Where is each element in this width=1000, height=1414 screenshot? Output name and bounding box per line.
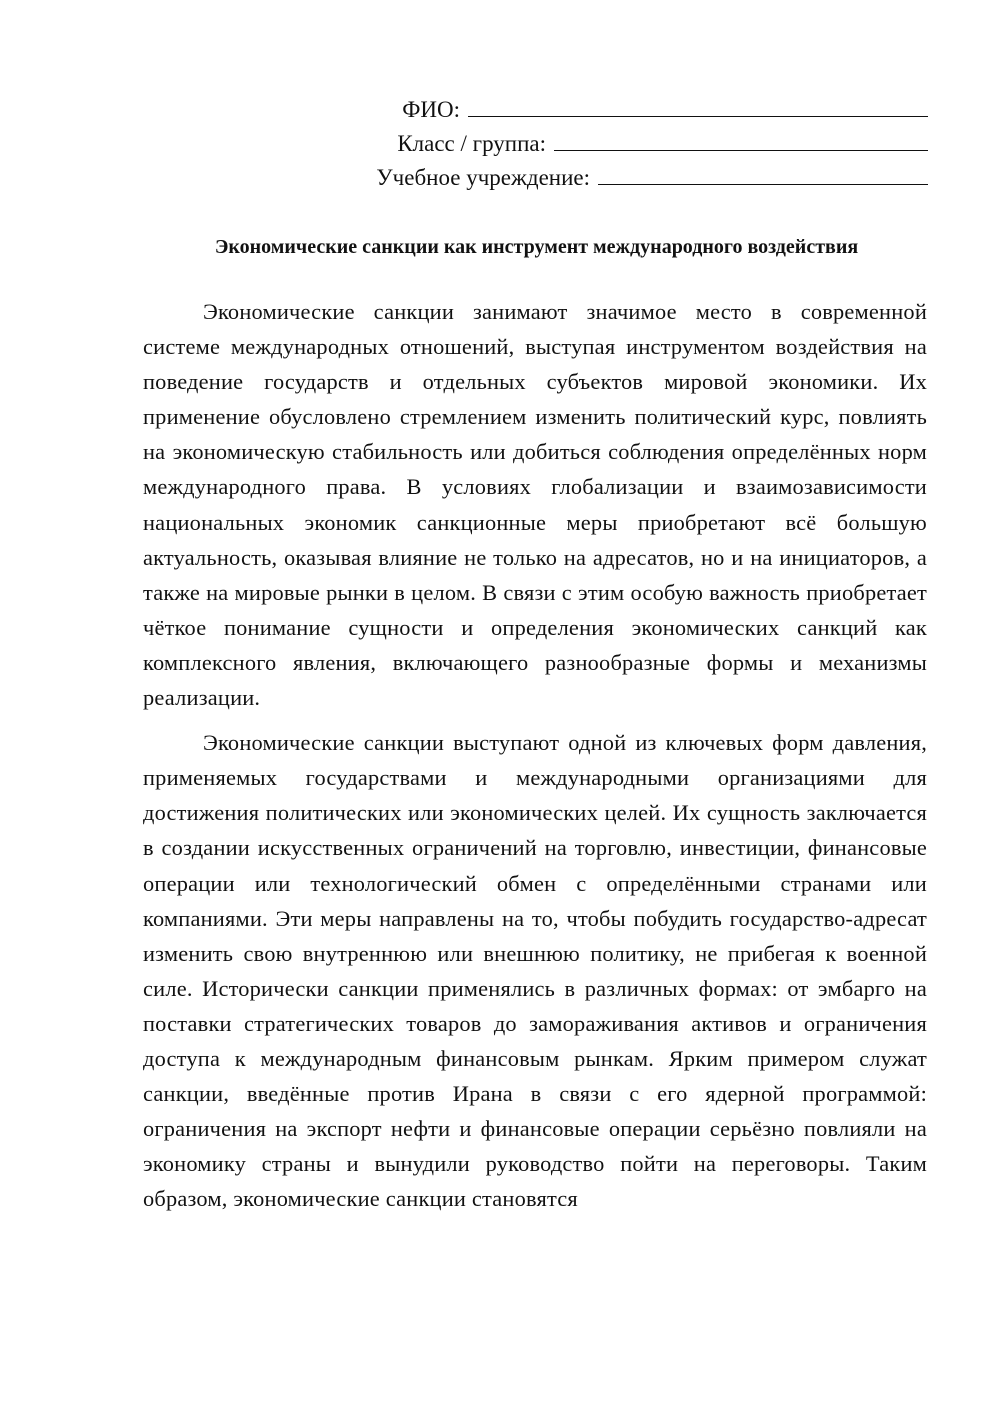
class-line xyxy=(328,127,928,161)
school-label: Учебное учреждение: xyxy=(376,165,590,190)
paragraph: Экономические санкции занимают значимое место в современной системе международных отношений, выступая инструментом воздействия на поведение государств и отдельных субъектов мировой экономики. Их применение обусловлено стремлением изменить политический курс, повлиять на экономическую стабильность или добиться соблюдения определённых норм международного права. В условиях глобализации и взаимозависимости национальных экономик санкционные меры приобретают всё большую актуальность, оказывая влияние не только на адресатов, но и на инициаторов, а также на мировые рынки в целом. В связи с этим особую важность приобретает чёткое понимание сущности и определения экономических санкций как комплексного явления, включающего разнообразные формы и механизмы реализации. xyxy=(143,299,927,711)
school-line xyxy=(328,161,928,195)
fio-blank-field[interactable] xyxy=(468,96,928,117)
document-body xyxy=(143,294,927,1216)
school-blank-field[interactable] xyxy=(598,164,928,185)
document-title: Экономические санкции как инструмент международного воздействия xyxy=(214,236,859,258)
student-info-header xyxy=(328,93,928,195)
class-label: Класс / группа: xyxy=(397,131,546,156)
fio-label: ФИО: xyxy=(402,97,460,122)
paragraph: Экономические санкции выступают одной из ключевых форм давления, применяемых государствами и международными организациями для достижения политических или экономических целей. Их сущность заключается в создании искусственных ограничений на торговлю, инвестиции, финансовые операции или технологический обмен с определёнными странами или компаниями. Эти меры направлены на то, чтобы побудить государство-адресат изменить свою внутреннюю или внешнюю политику, не прибегая к военной силе. Исторически санкции применялись в различных формах: от эмбарго на поставки стратегических товаров до замораживания активов и ограничения доступа к международным финансовым рынкам. Ярким примером служат санкции, введённые против Ирана в связи с его ядерной программой: ограничения на экспорт нефти и финансовые операции серьёзно повлияли на экономику страны и вынудили руководство пойти на переговоры. Таким образом, экономические санкции становятся xyxy=(143,730,927,1212)
class-blank-field[interactable] xyxy=(554,130,928,151)
fio-line xyxy=(328,93,928,127)
